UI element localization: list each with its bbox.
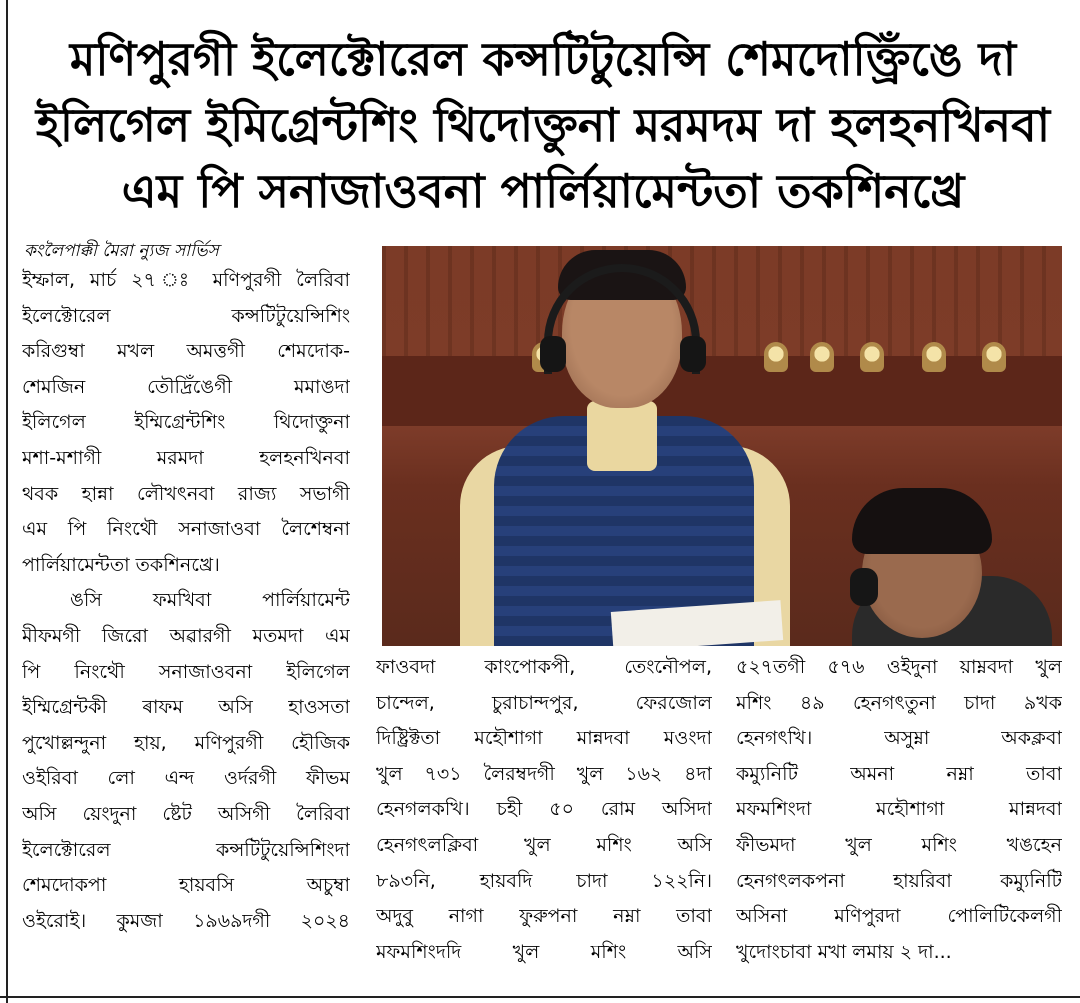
text-line: পুখোল্লন্দুনা হায়, মণিপুরগী হৌজিক — [22, 731, 350, 754]
text-line: ইম্মিগ্রেন্টকী ৰাফম অসি হাওসতা — [22, 696, 350, 719]
text-line: ঙসি ফমখিবা পার্লিয়ামেন্ট — [70, 589, 350, 612]
headline-line-3: এম পি সনাজাওবনা পার্লিয়ামেন্টতা তকশিনখ্রে — [121, 164, 965, 218]
text-line: থবক হান্না লৌখৎনবা রাজ্য সভাগী — [22, 482, 350, 505]
lamp-icon — [982, 342, 1006, 372]
headline-line-1: মণিপুরগী ইলেক্টোরেল কন্সটিটুয়েন্সি শেমদোক্ত্রিঁঙে দা — [69, 32, 1017, 86]
earpiece-icon — [850, 568, 878, 606]
lamp-icon — [810, 342, 834, 372]
earpiece-icon — [680, 336, 706, 372]
text-line: ওইরিবা লো এন্দ ওর্দরগী ফীভম — [22, 767, 350, 790]
text-line: ওইরোই। কুমজা ১৯৬৯দগী ২০২৪ — [22, 909, 350, 932]
text-line: মীফমগী জিরো অৱারগী মতমদা এম — [22, 624, 350, 647]
text-line: অসি য়েংদুনা ষ্টেট অসিগী লৈরিবা — [22, 802, 350, 825]
article-column-3 — [736, 650, 1062, 970]
text-line: মফমশিংদদি খুল মশিং অসি — [376, 940, 712, 963]
text-line: খুদোংচাবা মখা লমায় ২ দা... — [736, 940, 952, 963]
text-line: শেমজিন তৌদ্রিঁঙেগী মমাঙদা — [22, 375, 350, 398]
text-line: অদুবু নাগা ফুরুপনা নম্না তাবা — [376, 905, 712, 928]
byline: কংলৈপাক্কী মৈরা ন্যুজ সার্ভিস — [24, 241, 219, 261]
desk — [382, 356, 1062, 426]
text-line: হেনগৎখি। অসুম্না অকক্লবা — [736, 727, 1062, 750]
text-line: খুল ৭৩১ লৈরম্বদগী খুল ১৬২ ৪দা — [376, 762, 712, 785]
text-line: হেনগৎলকপনা হায়রিবা কম্যুনিটি — [736, 869, 1062, 892]
lamp-icon — [764, 342, 788, 372]
bottom-rule — [0, 996, 1080, 998]
text-line: অসিনা মণিপুরদা পোলিটিকেলগী — [736, 905, 1062, 928]
lamp-icon — [922, 342, 946, 372]
text-line: ইলিগেল ইম্মিগ্রেন্টশিং থিদোক্তুনা — [22, 411, 350, 434]
text-line: ইলেক্টোরেল কন্সটিটুয়েন্সিশিং — [22, 304, 350, 327]
earpiece-icon — [540, 336, 566, 372]
article-column-2 — [376, 650, 712, 970]
text-line: ফাওবদা কাংপোকপী, তেংনৌপল, — [376, 656, 712, 678]
text-line: শেমদোকপা হায়বসি অচুম্বা — [22, 874, 350, 897]
headline-line-2: ইলিগেল ইমিগ্রেন্টশিং থিদোক্তুনা মরমদম দা হলহনখিনবা — [35, 98, 1051, 152]
text-line: এম পি নিংথৌ সনাজাওবা লৈশেম্বনা — [22, 518, 350, 541]
text-line: হেনগৎলক্লিবা খুল মশিং অসি — [376, 833, 712, 856]
text-line: ইলেক্টোরেল কন্সটিটুয়েন্সিশিংদা — [22, 838, 350, 861]
text-line: ইম্ফাল, মার্চ ২৭ ঃ মণিপুরগী লৈরিবা — [22, 269, 350, 291]
headline — [20, 26, 1066, 224]
text-line: ৫২৭তগী ৫৭৬ ওইদুনা য়াম্নবদা খুল — [736, 656, 1062, 678]
text-line: পার্লিয়ামেন্টতা তকশিনখ্রে। — [22, 553, 220, 576]
text-line: মশা-মশাগী মরমদা হলহনখিনবা — [22, 446, 350, 469]
text-line: মফমশিংদা মহৌশাগা মান্নদবা — [736, 798, 1062, 821]
text-line: মশিং ৪৯ হেনগৎতুনা চাদা ৯খক — [736, 691, 1062, 714]
left-column-rule — [6, 0, 8, 1003]
text-line: হেনগলকখি। চহী ৫০ রোম অসিদা — [376, 798, 712, 821]
text-line: করিগুম্বা মখল অমত্তগী শেমদোক- — [22, 340, 350, 363]
lamp-icon — [860, 342, 884, 372]
text-line: চান্দেল, চুরাচান্দপুর, ফেরজোল — [376, 691, 712, 714]
text-line: ৮৯৩নি, হায়বদি চাদা ১২২নি। — [376, 869, 712, 892]
wall-panel — [382, 246, 1062, 356]
article-column-1 — [22, 263, 350, 939]
text-line: পি নিংথৌ সনাজাওবনা ইলিগেল — [22, 660, 350, 683]
second-person-hair — [852, 488, 992, 554]
text-line: ফীভমদা খুল মশিং খঙহেন — [736, 833, 1062, 856]
speaker-collar — [587, 401, 657, 471]
text-line: দিষ্ট্রিক্টতা মহৌশাগা মান্নদবা মওংদা — [376, 727, 712, 750]
text-line: কম্যুনিটি অমনা নম্না তাবা — [736, 762, 1062, 785]
news-photo — [382, 246, 1062, 646]
